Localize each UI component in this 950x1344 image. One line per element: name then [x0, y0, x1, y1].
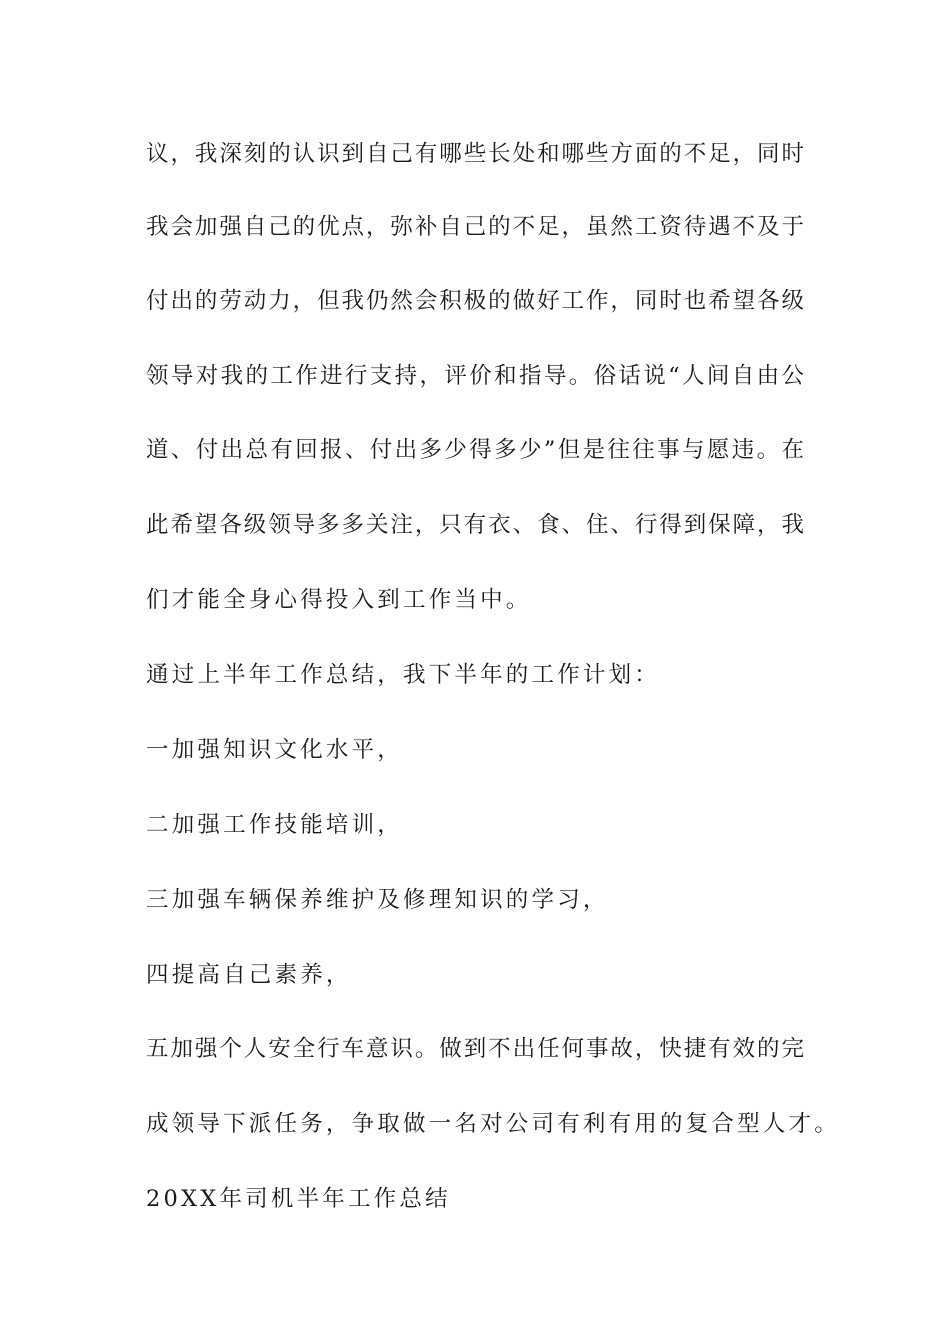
- plan-item-1: 一加强知识文化水平，: [146, 737, 404, 763]
- section-heading: 20XX年司机半年工作总结: [146, 1186, 451, 1212]
- body-paragraph-line: 此希望各级领导多多关注，只有衣、食、住、行得到保障，我: [146, 512, 804, 538]
- body-paragraph-line: 们才能全身心得投入到工作当中。: [146, 587, 532, 613]
- plan-intro-line: 通过上半年工作总结，我下半年的工作计划：: [146, 662, 661, 688]
- plan-item-5-cont: 成领导下派任务，争取做一名对公司有利有用的复合型人才。: [146, 1111, 840, 1137]
- plan-item-2: 二加强工作技能培训，: [146, 812, 404, 838]
- plan-item-4: 四提高自己素养，: [146, 962, 352, 988]
- body-paragraph-line: 我会加强自己的优点，弥补自己的不足，虽然工资待遇不及于: [146, 214, 804, 240]
- body-paragraph-line: 议，我深刻的认识到自己有哪些长处和哪些方面的不足，同时: [146, 141, 804, 167]
- body-paragraph-line: 道、付出总有回报、付出多少得多少”但是往往事与愿违。在: [146, 437, 804, 463]
- body-paragraph-line: 付出的劳动力，但我仍然会积极的做好工作，同时也希望各级: [146, 288, 804, 314]
- plan-item-5: 五加强个人安全行车意识。做到不出任何事故，快捷有效的完: [146, 1036, 804, 1062]
- body-paragraph-line: 领导对我的工作进行支持，评价和指导。俗话说“人间自由公: [146, 363, 804, 389]
- plan-item-3: 三加强车辆保养维护及修理知识的学习，: [146, 887, 609, 913]
